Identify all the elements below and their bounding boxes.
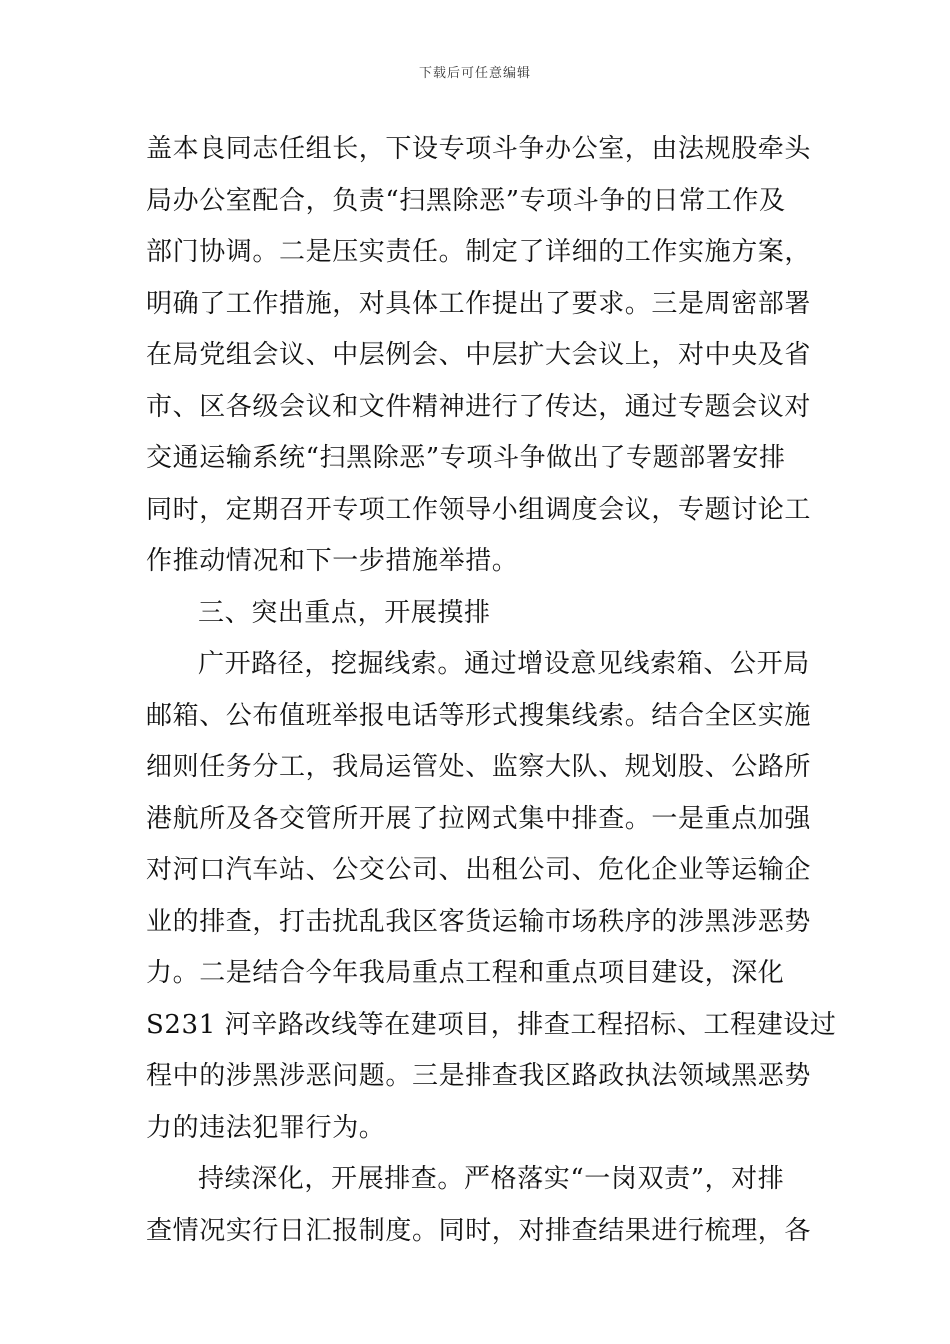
text-line: 盖本良同志任组长，下设专项斗争办公室，由法规股牵头 — [146, 134, 812, 164]
text-line: 部门协调。二是压实责任。制定了详细的工作实施方案， — [146, 237, 812, 267]
text-line: 力。二是结合今年我局重点工程和重点项目建设，深化 — [146, 958, 785, 988]
text-line: 局办公室配合，负责“扫黑除恶”专项斗争的日常工作及 — [146, 185, 786, 216]
text-line: 在局党组会议、中层例会、中层扩大会议上，对中央及省 — [146, 340, 812, 370]
text-line: 程中的涉黑涉恶问题。三是排查我区路政执法领域黑恶势 — [146, 1061, 812, 1091]
paragraph-start-line: 持续深化，开展排查。严格落实“一岗双责”，对排 — [198, 1164, 785, 1194]
text-line: S231 河辛路改线等在建项目，排查工程招标、工程建设过 — [146, 1009, 837, 1040]
text-line: 同时，定期召开专项工作领导小组调度会议，专题讨论工 — [146, 494, 812, 525]
page-header: 下载后可任意编辑 — [418, 66, 531, 81]
section-heading: 三、突出重点，开展摸排 — [198, 597, 491, 628]
text-line: 港航所及各交管所开展了拉网式集中排查。一是重点加强 — [146, 803, 812, 834]
paragraph-start-line: 广开路径，挖掘线索。通过增设意见线索箱、公开局 — [198, 649, 810, 679]
text-line: 市、区各级会议和文件精神进行了传达，通过专题会议对 — [146, 391, 812, 422]
text-line: 明确了工作措施，对具体工作提出了要求。三是周密部署 — [146, 288, 812, 319]
text-line: 业的排查，打击扰乱我区客货运输市场秩序的涉黑涉恶势 — [146, 906, 812, 937]
text-line: 查情况实行日汇报制度。同时，对排查结果进行梳理，各 — [146, 1215, 812, 1246]
text-line: 细则任务分工，我局运管处、监察大队、规划股、公路所 — [146, 752, 812, 782]
text-line: 力的违法犯罪行为。 — [146, 1112, 386, 1143]
text-line: 邮箱、公布值班举报电话等形式搜集线索。结合全区实施 — [146, 700, 812, 731]
text-line: 交通运输系统“扫黑除恶”专项斗争做出了专题部署安排 — [146, 443, 786, 473]
document-body — [146, 124, 837, 1257]
text-line: 作推动情况和下一步措施举措。 — [146, 546, 519, 576]
text-line: 对河口汽车站、公交公司、出租公司、危化企业等运输企 — [146, 855, 812, 885]
